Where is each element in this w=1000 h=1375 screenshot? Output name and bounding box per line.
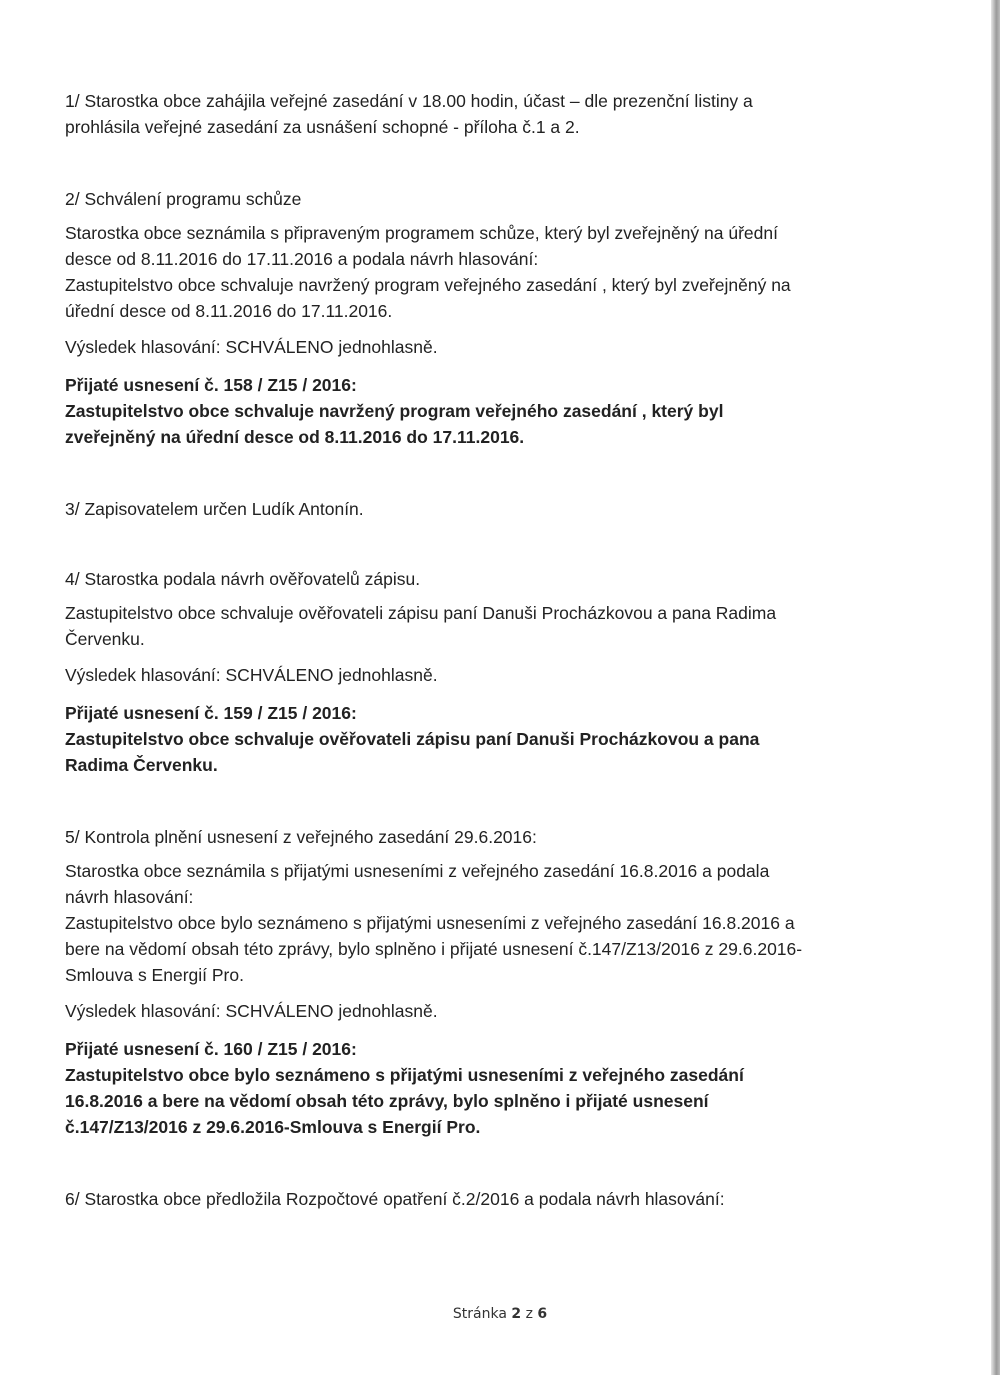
text-line: Starostka obce seznámila s přijatými usneseními z veřejného zasedání 16.8.2016 a podala (65, 861, 770, 881)
item-heading: 3/ Zapisovatelem určen Ludík Antonín. (65, 499, 364, 519)
resolution-line: zveřejněný na úřední desce od 8.11.2016 do 17.11.2016. (65, 427, 525, 447)
resolution-line: Zastupitelstvo obce schvaluje ověřovateli zápisu paní Danuši Procházkovou a pana (65, 729, 760, 749)
page-footer (0, 1306, 1000, 1322)
item-2 (65, 186, 905, 450)
footer-total-pages: 6 (537, 1306, 548, 1322)
text-line: návrh hlasování: (65, 887, 194, 907)
item-heading: 5/ Kontrola plnění usnesení z veřejného zasedání 29.6.2016: (65, 827, 537, 847)
text-line: 1/ Starostka obce zahájila veřejné zasedání v 18.00 hodin, účast – dle prezenční listiny a (65, 91, 753, 111)
document-body (65, 88, 905, 1212)
footer-separator: z (525, 1306, 533, 1322)
page-edge-shadow (991, 0, 1000, 1375)
item-body (65, 600, 905, 652)
item-heading: 6/ Starostka obce předložila Rozpočtové opatření č.2/2016 a podala návrh hlasování: (65, 1189, 725, 1209)
footer-label: Stránka (452, 1306, 507, 1322)
resolution-line: č.147/Z13/2016 z 29.6.2016-Smlouva s Energií Pro. (65, 1117, 481, 1137)
resolution-line: Zastupitelstvo obce schvaluje navržený program veřejného zasedání , který byl (65, 401, 724, 421)
item-1 (65, 88, 905, 140)
text-line: Červenku. (65, 629, 145, 649)
item-5 (65, 824, 905, 1140)
text-line: Zastupitelstvo obce schvaluje navržený program veřejného zasedání , který byl zveřejněný na (65, 275, 791, 295)
text-line: Zastupitelstvo obce bylo seznámeno s přijatými usneseními z veřejného zasedání 16.8.2016 a (65, 913, 795, 933)
text-line: desce od 8.11.2016 do 17.11.2016 a podala návrh hlasování: (65, 249, 539, 269)
footer-current-page: 2 (511, 1306, 522, 1322)
item-3 (65, 496, 905, 522)
resolution-title: Přijaté usnesení č. 158 / Z15 / 2016: (65, 375, 357, 395)
resolution-line: Zastupitelstvo obce bylo seznámeno s přijatými usneseními z veřejného zasedání (65, 1065, 744, 1085)
item-body (65, 858, 905, 988)
resolution-block (65, 700, 905, 778)
resolution-title: Přijaté usnesení č. 160 / Z15 / 2016: (65, 1039, 357, 1059)
text-line: Zastupitelstvo obce schvaluje ověřovateli zápisu paní Danuši Procházkovou a pana Radima (65, 603, 777, 623)
resolution-block (65, 1036, 905, 1140)
text-line: bere na vědomí obsah této zprávy, bylo splněno i přijaté usnesení č.147/Z13/2016 z 29.6.2016- (65, 939, 803, 959)
vote-result: Výsledek hlasování: SCHVÁLENO jednohlasně. (65, 337, 438, 357)
item-6 (65, 1186, 905, 1212)
resolution-line: 16.8.2016 a bere na vědomí obsah této zprávy, bylo splněno i přijaté usnesení (65, 1091, 709, 1111)
resolution-title: Přijaté usnesení č. 159 / Z15 / 2016: (65, 703, 357, 723)
text-line: Starostka obce seznámila s připraveným programem schůze, který byl zveřejněný na úřední (65, 223, 778, 243)
resolution-line: Radima Červenku. (65, 755, 218, 775)
text-line: prohlásila veřejné zasedání za usnášení schopné - příloha č.1 a 2. (65, 117, 580, 137)
vote-result: Výsledek hlasování: SCHVÁLENO jednohlasně. (65, 1001, 438, 1021)
item-heading: 2/ Schválení programu schůze (65, 189, 302, 209)
vote-result: Výsledek hlasování: SCHVÁLENO jednohlasně. (65, 665, 438, 685)
item-body (65, 220, 905, 324)
resolution-block (65, 372, 905, 450)
item-4 (65, 566, 905, 778)
item-heading: 4/ Starostka podala návrh ověřovatelů zápisu. (65, 569, 421, 589)
text-line: úřední desce od 8.11.2016 do 17.11.2016. (65, 301, 393, 321)
text-line: Smlouva s Energií Pro. (65, 965, 244, 985)
